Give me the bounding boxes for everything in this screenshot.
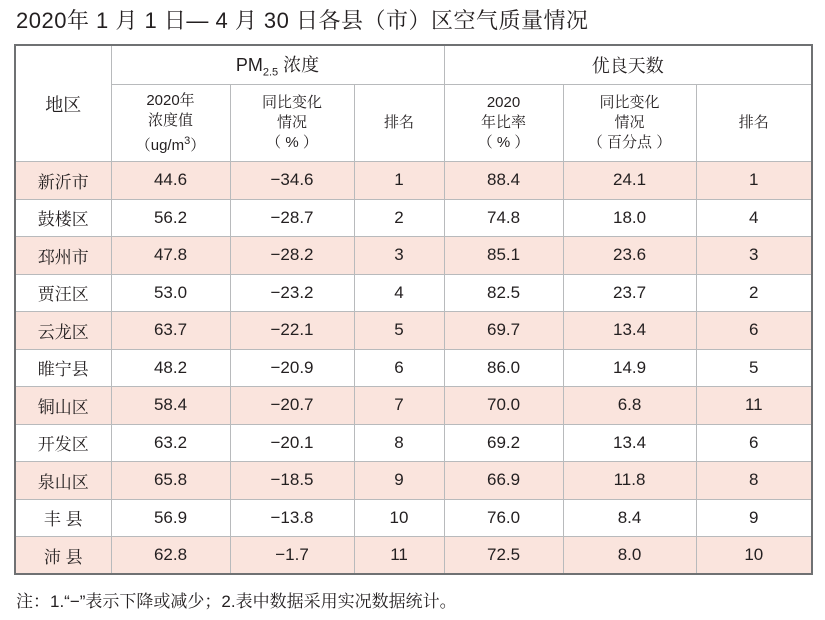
table-row xyxy=(15,237,812,275)
cell-pm-rank: 5 xyxy=(354,312,444,350)
cell-pm-rank: 4 xyxy=(354,274,444,312)
cell-pm-rank: 6 xyxy=(354,349,444,387)
cell-days-value: 66.9 xyxy=(444,462,563,500)
table-row xyxy=(15,537,812,575)
cell-days-rank: 1 xyxy=(696,162,812,200)
cell-days-rank: 2 xyxy=(696,274,812,312)
cell-pm-value: 62.8 xyxy=(111,537,230,575)
cell-pm-change: −22.1 xyxy=(230,312,354,350)
cell-days-change: 18.0 xyxy=(563,199,696,237)
air-quality-table xyxy=(14,44,813,575)
cell-pm-rank: 7 xyxy=(354,387,444,425)
cell-pm-value: 63.7 xyxy=(111,312,230,350)
cell-pm-change: −13.8 xyxy=(230,499,354,537)
cell-days-rank: 8 xyxy=(696,462,812,500)
cell-days-rank: 9 xyxy=(696,499,812,537)
header-row-groups xyxy=(15,45,812,85)
cell-pm-change: −1.7 xyxy=(230,537,354,575)
table-row xyxy=(15,387,812,425)
header-pm-unit-a: （ug/m xyxy=(135,136,185,154)
header-days-value-line2: 年比率 xyxy=(481,114,527,131)
table-row xyxy=(15,199,812,237)
cell-days-change: 13.4 xyxy=(563,312,696,350)
header-group-pm25-subscript: 2.5 xyxy=(262,66,279,79)
table-header xyxy=(15,45,812,162)
cell-region: 贾汪区 xyxy=(15,274,111,312)
cell-pm-value: 44.6 xyxy=(111,162,230,200)
header-pm-value-line2: 浓度值 xyxy=(147,111,193,129)
cell-days-value: 82.5 xyxy=(444,274,563,312)
header-pm-rank: 排名 xyxy=(354,85,444,162)
cell-days-change: 24.1 xyxy=(563,162,696,200)
table-note: 注：1.“−”表示下降或减少；2.表中数据采用实况数据统计。 xyxy=(16,592,457,611)
table-row xyxy=(15,424,812,462)
table-row xyxy=(15,349,812,387)
cell-region: 新沂市 xyxy=(15,162,111,200)
header-days-value xyxy=(444,85,563,162)
cell-region: 丰 县 xyxy=(15,499,111,537)
cell-days-rank: 6 xyxy=(696,312,812,350)
cell-region: 鼓楼区 xyxy=(15,199,111,237)
cell-region: 沛 县 xyxy=(15,537,111,575)
cell-days-rank: 3 xyxy=(696,237,812,275)
cell-pm-rank: 2 xyxy=(354,199,444,237)
cell-days-rank: 11 xyxy=(696,387,812,425)
cell-region: 云龙区 xyxy=(15,312,111,350)
table-row xyxy=(15,312,812,350)
cell-days-value: 70.0 xyxy=(444,387,563,425)
cell-days-rank: 4 xyxy=(696,199,812,237)
cell-days-value: 72.5 xyxy=(444,537,563,575)
cell-pm-value: 48.2 xyxy=(111,349,230,387)
cell-days-value: 74.8 xyxy=(444,199,563,237)
cell-days-rank: 6 xyxy=(696,424,812,462)
header-group-pm25-text: PM xyxy=(235,55,263,76)
cell-days-value: 69.2 xyxy=(444,424,563,462)
header-days-change xyxy=(563,85,696,162)
cell-pm-rank: 1 xyxy=(354,162,444,200)
header-pm-change xyxy=(230,85,354,162)
cell-pm-rank: 9 xyxy=(354,462,444,500)
cell-days-change: 23.6 xyxy=(563,237,696,275)
cell-days-change: 8.0 xyxy=(563,537,696,575)
cell-pm-rank: 11 xyxy=(354,537,444,575)
cell-pm-change: −28.7 xyxy=(230,199,354,237)
cell-days-value: 88.4 xyxy=(444,162,563,200)
header-pm-unit-sup: 3 xyxy=(184,134,191,147)
cell-days-value: 76.0 xyxy=(444,499,563,537)
header-days-change-line1: 同比变化 xyxy=(599,94,660,111)
cell-pm-value: 58.4 xyxy=(111,387,230,425)
cell-pm-value: 65.8 xyxy=(111,462,230,500)
table-row xyxy=(15,274,812,312)
cell-days-value: 85.1 xyxy=(444,237,563,275)
cell-region: 泉山区 xyxy=(15,462,111,500)
header-days-change-line3: （ 百分点 ） xyxy=(587,134,672,151)
header-region: 地区 xyxy=(15,45,111,162)
header-group-good-days: 优良天数 xyxy=(444,45,812,85)
cell-region: 邳州市 xyxy=(15,237,111,275)
cell-pm-value: 56.2 xyxy=(111,199,230,237)
table-body xyxy=(15,162,812,575)
header-row-columns xyxy=(15,85,812,162)
cell-region: 开发区 xyxy=(15,424,111,462)
cell-pm-change: −20.1 xyxy=(230,424,354,462)
header-days-value-line1: 2020 xyxy=(486,94,521,111)
table-row xyxy=(15,162,812,200)
header-pm-value-line3 xyxy=(112,131,230,156)
table-row xyxy=(15,462,812,500)
cell-days-rank: 5 xyxy=(696,349,812,387)
cell-pm-change: −20.7 xyxy=(230,387,354,425)
cell-days-value: 69.7 xyxy=(444,312,563,350)
cell-pm-value: 56.9 xyxy=(111,499,230,537)
cell-days-change: 6.8 xyxy=(563,387,696,425)
table-row xyxy=(15,499,812,537)
cell-pm-change: −20.9 xyxy=(230,349,354,387)
header-days-change-line2: 情况 xyxy=(614,114,645,131)
header-group-pm25 xyxy=(111,45,444,85)
cell-days-change: 14.9 xyxy=(563,349,696,387)
cell-days-rank: 10 xyxy=(696,537,812,575)
cell-pm-rank: 3 xyxy=(354,237,444,275)
cell-days-change: 13.4 xyxy=(563,424,696,462)
cell-pm-value: 63.2 xyxy=(111,424,230,462)
header-pm-change-line2: 情况 xyxy=(276,114,307,131)
cell-pm-value: 47.8 xyxy=(111,237,230,275)
cell-pm-change: −34.6 xyxy=(230,162,354,200)
header-days-value-line3: （ % ） xyxy=(477,134,530,151)
header-pm-value xyxy=(111,85,230,162)
header-days-rank: 排名 xyxy=(696,85,812,162)
cell-days-change: 23.7 xyxy=(563,274,696,312)
header-pm-change-line1: 同比变化 xyxy=(261,94,322,111)
header-pm-unit-b: ） xyxy=(190,136,206,154)
header-pm-value-line1: 2020年 xyxy=(146,91,195,109)
page-title: 2020年 1 月 1 日— 4 月 30 日各县（市）区空气质量情况 xyxy=(16,8,589,33)
cell-pm-change: −23.2 xyxy=(230,274,354,312)
cell-region: 铜山区 xyxy=(15,387,111,425)
cell-pm-rank: 8 xyxy=(354,424,444,462)
cell-days-change: 8.4 xyxy=(563,499,696,537)
header-group-pm25-tail: 浓度 xyxy=(278,55,320,76)
cell-region: 睢宁县 xyxy=(15,349,111,387)
cell-days-change: 11.8 xyxy=(563,462,696,500)
cell-pm-rank: 10 xyxy=(354,499,444,537)
cell-pm-value: 53.0 xyxy=(111,274,230,312)
cell-days-value: 86.0 xyxy=(444,349,563,387)
cell-pm-change: −18.5 xyxy=(230,462,354,500)
header-pm-change-line3: （ % ） xyxy=(266,134,318,151)
cell-pm-change: −28.2 xyxy=(230,237,354,275)
